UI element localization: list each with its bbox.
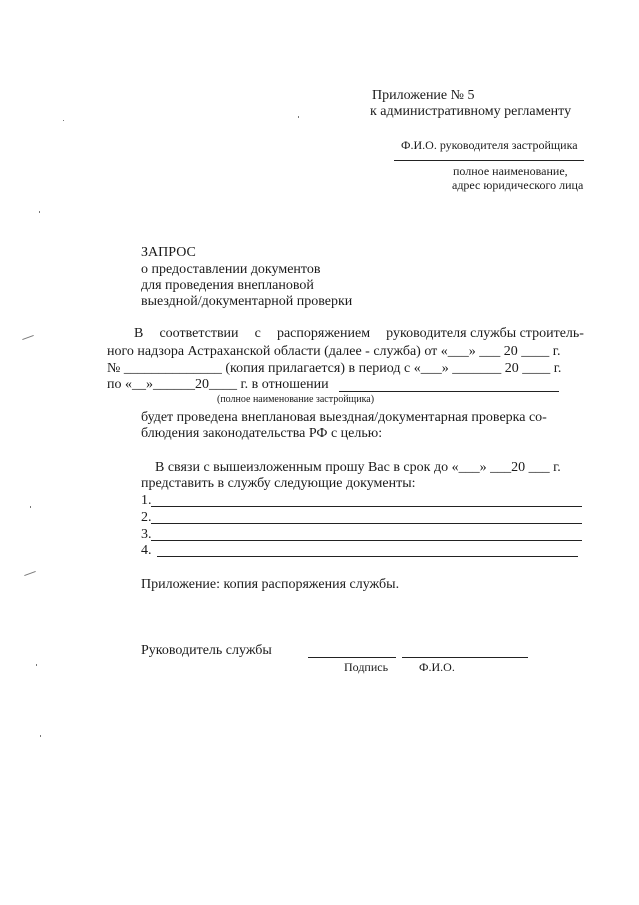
head-of-service-label: Руководитель службы <box>141 643 272 658</box>
list-item-line <box>157 556 578 557</box>
list-item-number: 4. <box>141 543 152 558</box>
name-line <box>402 657 528 658</box>
paragraph-1-line-6: блюдения законодательства РФ с целью: <box>141 426 383 441</box>
title-line-1: о предоставлении документов <box>141 262 321 277</box>
list-item-number: 1. <box>141 493 152 508</box>
scan-dot <box>298 116 299 118</box>
document-title: ЗАПРОС <box>141 245 196 260</box>
paragraph-1-line-4: по «__»______20____ г. в отношении <box>107 377 329 392</box>
paragraph-1-line-5: будет проведена внеплановая выездная/документарная проверка со- <box>141 410 547 425</box>
developer-name-line <box>339 391 559 392</box>
list-item-line <box>151 506 582 507</box>
list-item-number: 3. <box>141 527 152 542</box>
paragraph-1-line-3: № ______________ (копия прилагается) в период с «___» _______ 20 ____ г. <box>107 361 562 376</box>
scan-dot <box>36 664 37 666</box>
scan-dot <box>30 506 31 508</box>
list-item-line <box>151 523 582 524</box>
list-item-number: 2. <box>141 510 152 525</box>
word: распоряжением <box>276 326 371 341</box>
scan-mark <box>24 571 36 576</box>
title-line-2: для проведения внеплановой <box>141 278 314 293</box>
scan-dot <box>39 211 40 213</box>
scan-mark <box>22 335 34 340</box>
regulation-reference: к административному регламенту <box>370 104 572 119</box>
appendix-number: Приложение № 5 <box>372 88 475 103</box>
paragraph-2-line-1: В связи с вышеизложенным прошу Вас в срок до «___» ___20 ___ г. <box>155 460 561 475</box>
word: соответствии <box>159 326 239 341</box>
signature-line <box>308 657 396 658</box>
legal-address-label: адрес юридического лица <box>452 178 584 192</box>
signature-caption: Подпись <box>344 660 389 674</box>
developer-name-caption: (полное наименование застройщика) <box>217 394 375 405</box>
list-item-line <box>151 540 582 541</box>
paragraph-1-line-1 <box>134 326 584 342</box>
developer-head-label: Ф.И.О. руководителя застройщика <box>401 138 578 152</box>
name-caption: Ф.И.О. <box>419 660 455 674</box>
word: руководителя службы строитель- <box>386 326 584 341</box>
full-name-label: полное наименование, <box>453 164 568 178</box>
attachment-note: Приложение: копия распоряжения службы. <box>141 577 400 592</box>
scan-dot <box>63 120 64 121</box>
paragraph-2-line-2: представить в службу следующие документы: <box>141 476 416 491</box>
title-line-3: выездной/документарной проверки <box>141 294 353 309</box>
word: с <box>254 326 261 341</box>
scan-dot <box>40 735 41 737</box>
word: В <box>134 326 144 341</box>
paragraph-1-line-2: ного надзора Астраханской области (далее - служба) от «___» ___ 20 ____ г. <box>107 344 561 359</box>
developer-head-line <box>394 160 584 161</box>
